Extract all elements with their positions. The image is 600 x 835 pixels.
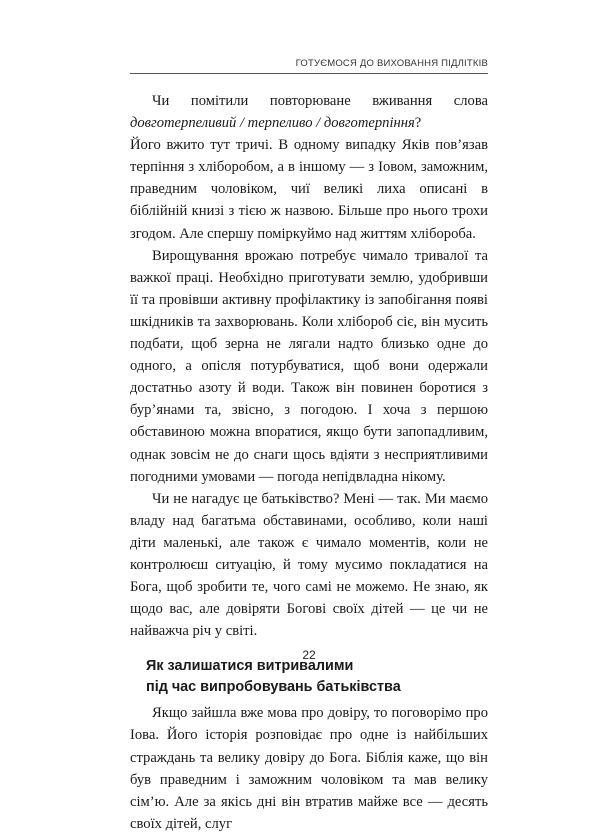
subheading-line-2: під час випробовувань батьківства xyxy=(146,679,401,696)
running-header xyxy=(130,58,488,74)
section-subheading xyxy=(146,656,488,698)
paragraph-5: Якщо зайшла вже мова про довіру, то поговорімо про Іова. Його історія розповідає про одне із найбільших страждань та велику довіру до Бога. Біблія каже, що він був праведним і заможним чоловіком та мав велику сім’ю. Але за якісь дні він втратив майже все — десять своїх дітей, слуг xyxy=(130,705,488,832)
paragraph-2: Його вжито тут тричі. В одному випадку Яків пов’язав терпіння з хліборобом, а в іншому — з Іовом, заможним, праведним чоловіком, чиї великі лиха описані в біблійній книзі з тією ж назвою. Більше про нього трохи згодом. Але спершу поміркуймо над життям хлібороба. xyxy=(130,137,488,242)
paragraph-4: Чи не нагадує це батьківство? Мені — так. Ми маємо владу над багатьма обставинами, особливо, коли наші діти маленькі, але також є чимало моментів, коли не контролюєш ситуацію, й тому мусимо покладатися на Бога, щоб зробити те, чого самі не можемо. Не знаю, як щодо вас, але довіряти Богові своїх дітей — це чи не найважча річ у світі. xyxy=(130,490,488,640)
subheading-line-1: Як залишатися витривалими xyxy=(146,658,354,675)
paragraph-1-italic-term: довготерпеливий / терпеливо / довготерпіння xyxy=(130,115,415,132)
paragraph-1-suffix: ? xyxy=(414,115,422,132)
paragraph-1 xyxy=(130,90,488,134)
paragraph-1-text: Чи помітили повторюване вживання слова xyxy=(152,93,488,109)
running-header-title: ГОТУЄМОСЯ ДО ВИХОВАННЯ ПІДЛІТКІВ xyxy=(295,58,488,69)
page-number: 22 xyxy=(302,648,316,662)
paragraph-3: Вирощування врожаю потребує чимало тривалої та важкої праці. Необхідно приготувати землю, удобривши її та провівши активну профілактику із запобігання появі шкідників та захворювань. Коли хлібороб сіє, він мусить подбати, щоб зерна не лягали надто близько одне до одного, а опісля потурбуватися, щоб вони одержали достатньо азоту й води. Також він повинен боротися з бур’янами та, звісно, з погодою. І хоча з першою обставиною можна впоратися, якщо бути запопадливим, однак зовсім не до снаги щось вдіяти з несприятливими погодними умовами — погода непідвладна нікому. xyxy=(130,247,488,485)
page-body xyxy=(130,90,488,835)
